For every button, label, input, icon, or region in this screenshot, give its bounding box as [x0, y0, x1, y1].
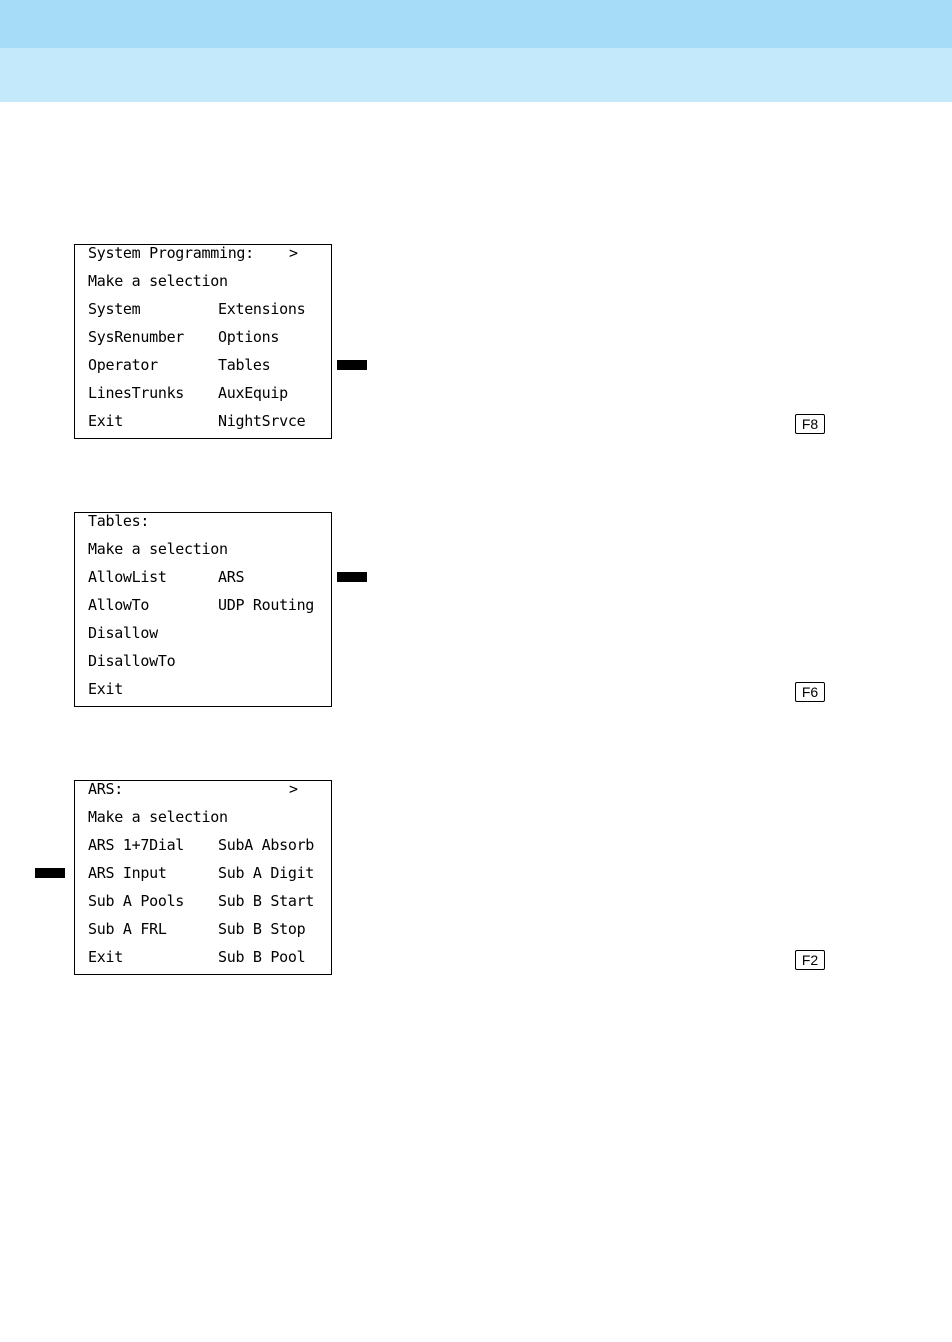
more-indicator[interactable]: >	[289, 244, 298, 262]
selection-marker-icon	[337, 572, 367, 582]
option-sub-b-stop[interactable]: Sub B Stop	[218, 920, 306, 938]
option-ars-1-7dial[interactable]: ARS 1+7Dial	[88, 836, 185, 854]
option-sysrenumber[interactable]: SysRenumber	[88, 328, 185, 346]
selection-marker-icon	[35, 868, 65, 878]
screen-prompt: Make a selection	[88, 540, 228, 558]
screen-title: ARS:	[88, 780, 123, 798]
function-key-f2[interactable]: F2	[795, 950, 825, 970]
option-disallow[interactable]: Disallow	[88, 624, 158, 642]
option-disallowto[interactable]: DisallowTo	[88, 652, 176, 670]
option-tables[interactable]: Tables	[218, 356, 271, 374]
header-band-top	[0, 0, 952, 48]
option-sub-a-frl[interactable]: Sub A FRL	[88, 920, 167, 938]
option-sub-b-pool[interactable]: Sub B Pool	[218, 948, 306, 966]
option-ars[interactable]: ARS	[218, 568, 245, 586]
option-extensions[interactable]: Extensions	[218, 300, 306, 318]
display-screen-ars	[74, 780, 332, 975]
option-system[interactable]: System	[88, 300, 141, 318]
display-screen-tables	[74, 512, 332, 707]
option-auxequip[interactable]: AuxEquip	[218, 384, 288, 402]
option-exit[interactable]: Exit	[88, 948, 123, 966]
option-linestrunks[interactable]: LinesTrunks	[88, 384, 185, 402]
option-nightsrvce[interactable]: NightSrvce	[218, 412, 306, 430]
option-allowto[interactable]: AllowTo	[88, 596, 150, 614]
header-band-bottom	[0, 48, 952, 102]
option-options[interactable]: Options	[218, 328, 280, 346]
option-sub-a-pools[interactable]: Sub A Pools	[88, 892, 185, 910]
more-indicator[interactable]: >	[289, 780, 298, 798]
option-sub-a-digit[interactable]: Sub A Digit	[218, 864, 315, 882]
option-sub-b-start[interactable]: Sub B Start	[218, 892, 315, 910]
screen-title: System Programming:	[88, 244, 254, 262]
display-screen-system-programming	[74, 244, 332, 439]
option-exit[interactable]: Exit	[88, 680, 123, 698]
option-allowlist[interactable]: AllowList	[88, 568, 167, 586]
selection-marker-icon	[337, 360, 367, 370]
option-exit[interactable]: Exit	[88, 412, 123, 430]
screen-prompt: Make a selection	[88, 808, 228, 826]
screen-prompt: Make a selection	[88, 272, 228, 290]
function-key-f8[interactable]: F8	[795, 414, 825, 434]
screen-title: Tables:	[88, 512, 150, 530]
option-ars-input[interactable]: ARS Input	[88, 864, 167, 882]
function-key-f6[interactable]: F6	[795, 682, 825, 702]
option-operator[interactable]: Operator	[88, 356, 158, 374]
option-suba-absorb[interactable]: SubA Absorb	[218, 836, 315, 854]
option-udp-routing[interactable]: UDP Routing	[218, 596, 315, 614]
